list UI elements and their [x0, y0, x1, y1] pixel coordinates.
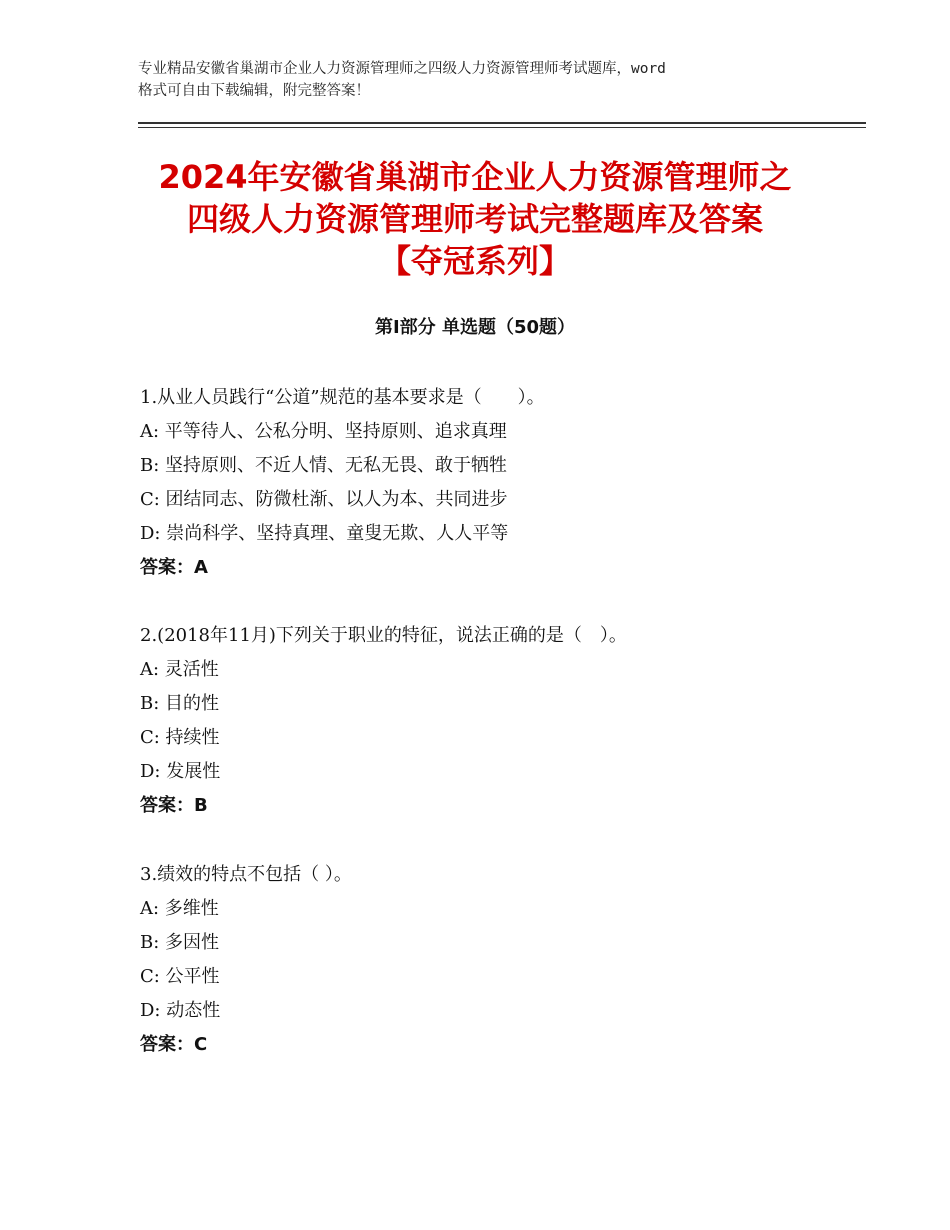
question-1 [140, 381, 840, 585]
document-title-line-1: 2024年安徽省巢湖市企业人力资源管理师之 [158, 158, 792, 196]
option-d: D: 发展性 [140, 761, 221, 782]
document-title-line-3: 【夺冠系列】 [378, 242, 571, 280]
option-b: B: 目的性 [140, 693, 220, 714]
option-c: C: 团结同志、防微杜渐、以人为本、共同进步 [140, 489, 508, 510]
option-d: D: 动态性 [140, 1000, 221, 1021]
option-d: D: 崇尚科学、坚持真理、童叟无欺、人人平等 [140, 523, 509, 544]
header-note-line-1: 专业精品安徽省巢湖市企业人力资源管理师之四级人力资源管理师考试题库，word [138, 61, 666, 77]
document-title [100, 156, 850, 282]
option-a: A: 多维性 [140, 898, 219, 919]
answer-label: 答案：A [140, 557, 208, 578]
header-divider-thin [138, 127, 866, 128]
answer-label: 答案：C [140, 1034, 208, 1055]
header-divider-thick [138, 122, 866, 124]
question-stem: 3.绩效的特点不包括（ ）。 [140, 864, 352, 885]
header-note [138, 58, 828, 102]
document-title-line-2: 四级人力资源管理师考试完整题库及答案 [186, 200, 763, 238]
option-c: C: 持续性 [140, 727, 220, 748]
option-a: A: 平等待人、公私分明、坚持原则、追求真理 [140, 421, 507, 442]
question-stem: 2.(2018年11月)下列关于职业的特征，说法正确的是（ ）。 [140, 625, 627, 646]
option-b: B: 多因性 [140, 932, 220, 953]
header-note-line-2: 格式可自由下载编辑，附完整答案！ [138, 83, 370, 99]
question-stem: 1.从业人员践行“公道”规范的基本要求是（ ）。 [140, 387, 545, 408]
option-b: B: 坚持原则、不近人情、无私无畏、敢于牺牲 [140, 455, 508, 476]
option-c: C: 公平性 [140, 966, 220, 987]
option-a: A: 灵活性 [140, 659, 219, 680]
answer-label: 答案：B [140, 795, 208, 816]
question-3 [140, 858, 840, 1062]
section-heading: 第Ⅰ部分 单选题（50题） [374, 317, 575, 338]
question-2 [140, 619, 840, 823]
